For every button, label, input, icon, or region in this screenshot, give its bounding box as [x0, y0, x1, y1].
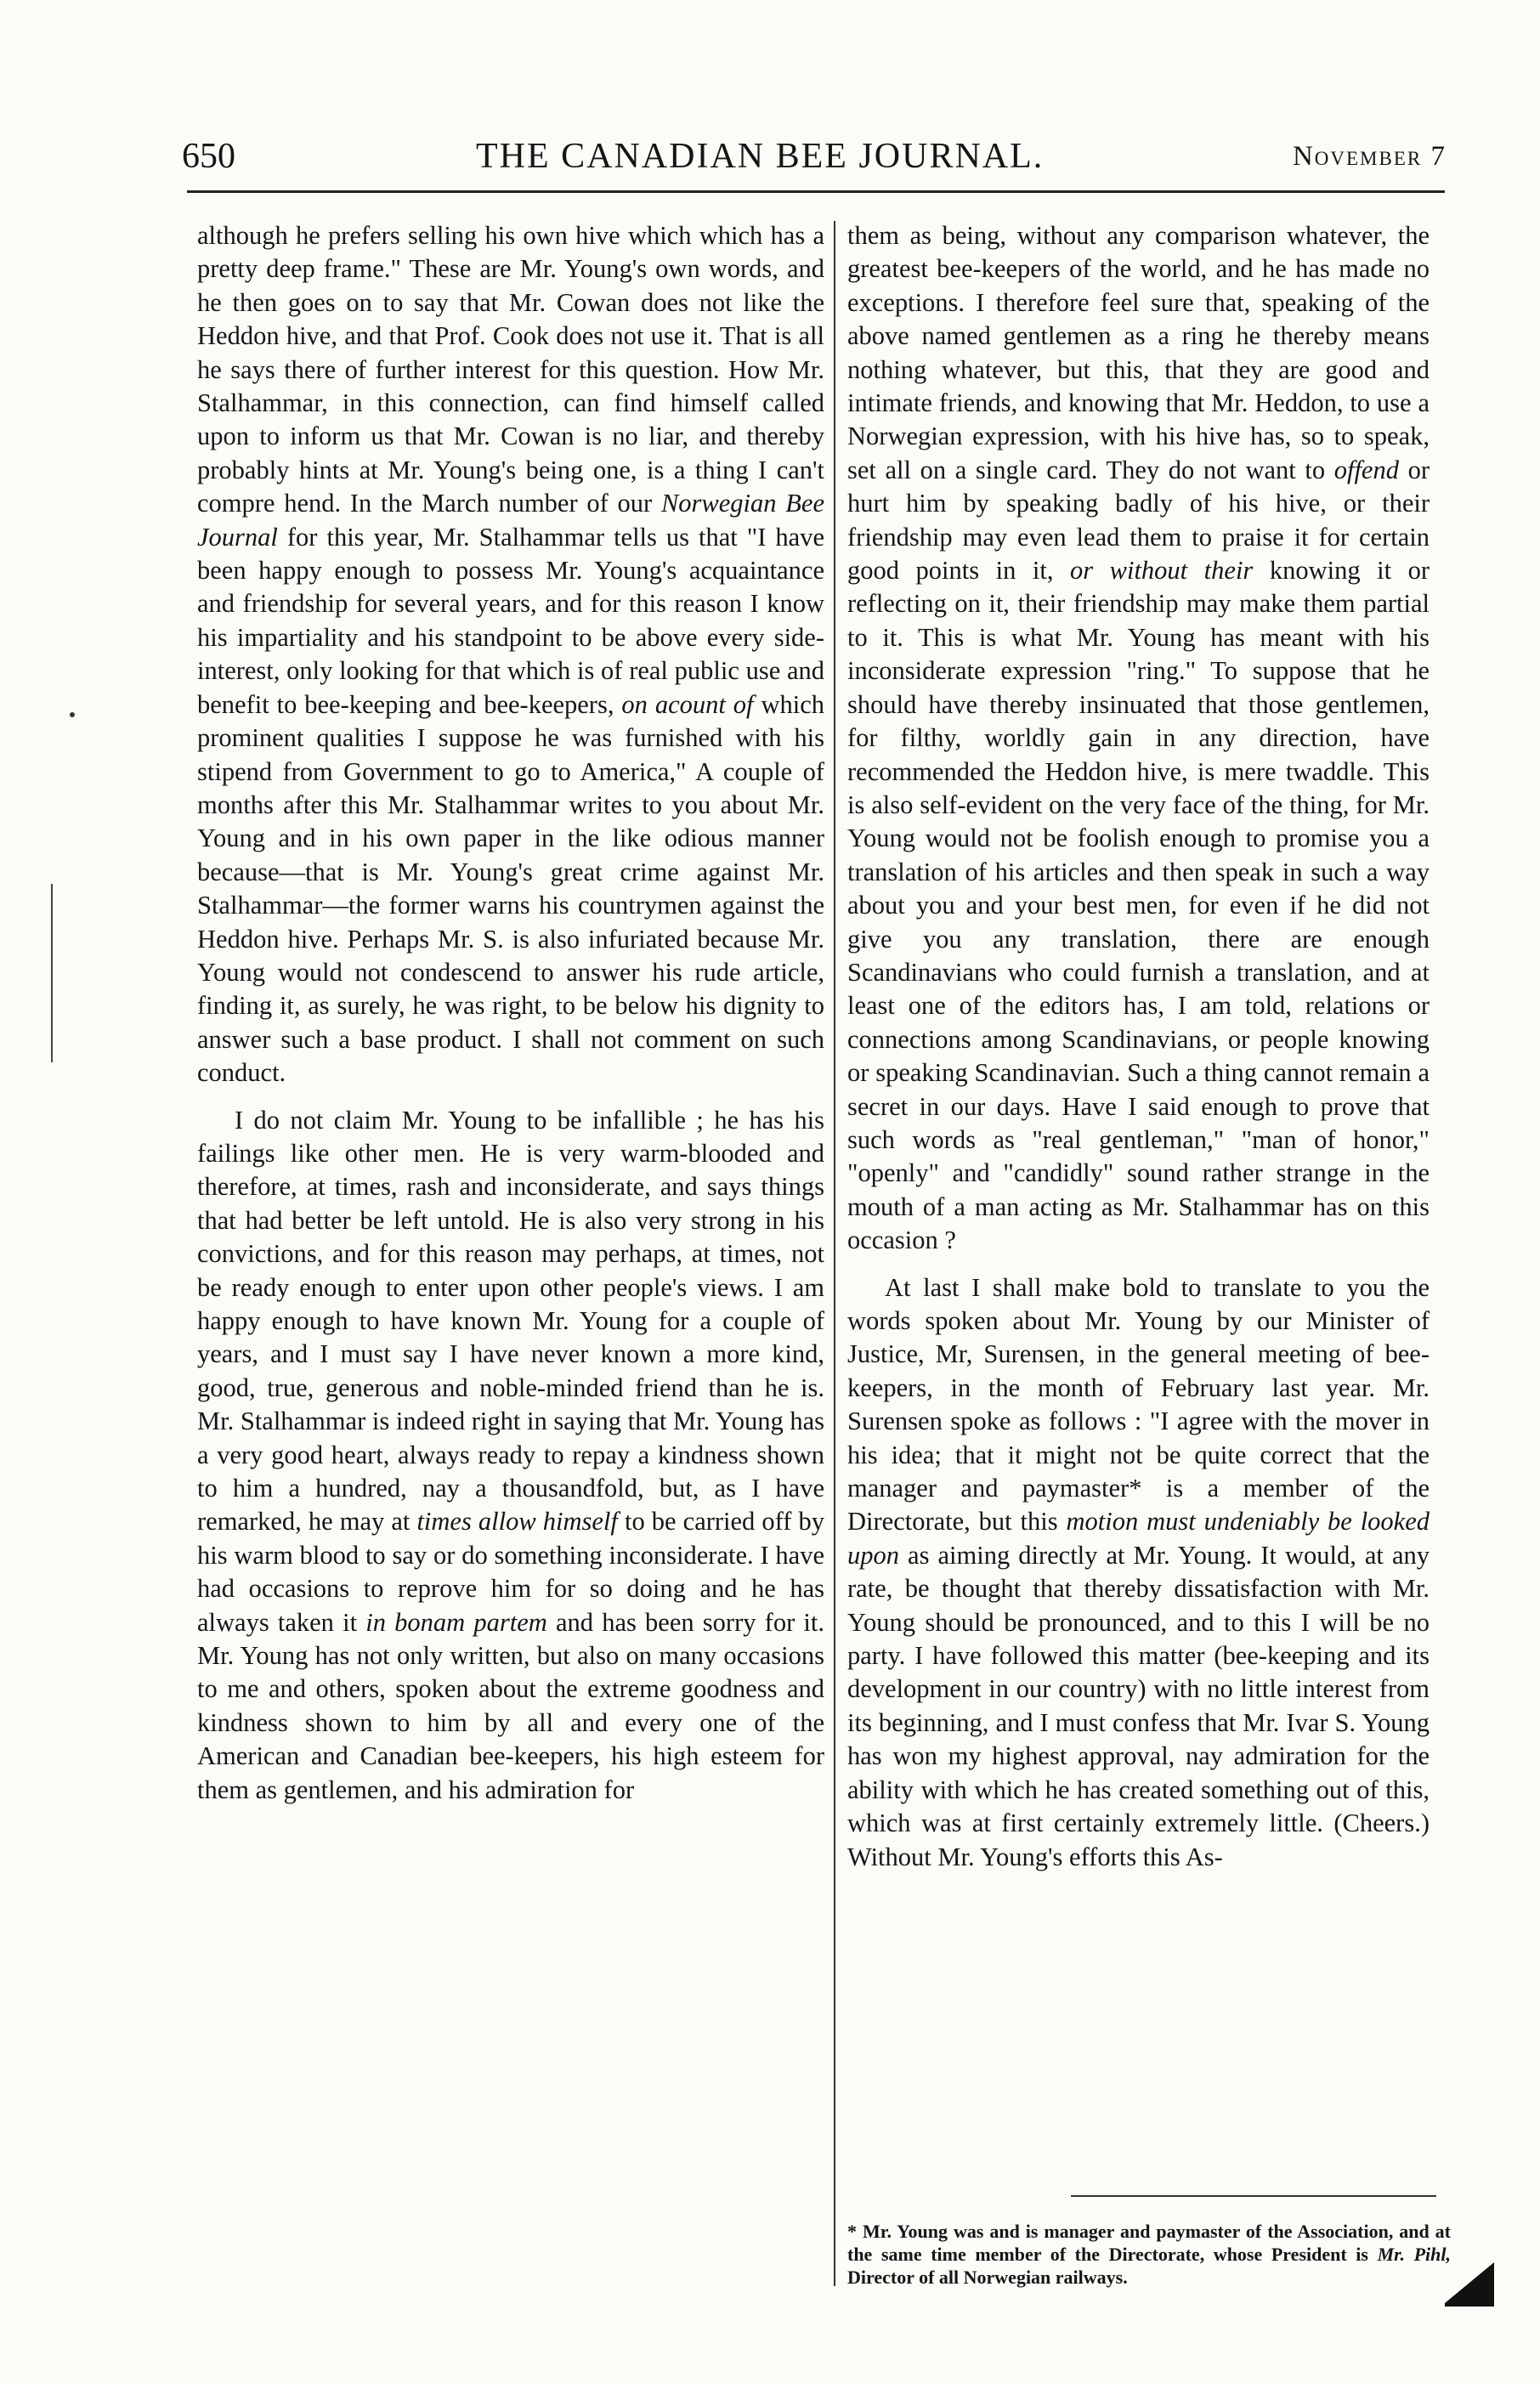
right-p1-text-a: them as being, without any comparison whatever, the greatest bee-keepers of the world, and he has made no exceptions. I therefore feel sure that, speaking of the above named gentlemen as a ring he thereby means nothing whatever, but this, that they are good and intimate friends, and knowing that Mr. Heddon, to use a Norwegian expression, with his hive has, so to speak, set all on a single card. They do not want to	[847, 221, 1430, 484]
right-p1-offend: offend	[1333, 455, 1399, 484]
right-p1-without: or without their	[1069, 556, 1254, 586]
footnote-president: Mr. Pihl,	[1377, 2244, 1451, 2265]
right-p2-text-b: as aiming directly at Mr. Young. It would, at any rate, be thought that thereby dissatisfaction with Mr. Young should be pronounced, and to this I will be no party. I have followed this matter (bee-keeping and its development in our country) with no little interest from its beginning, and I must confess that Mr. Ivar S. Young has won my highest approval, nay admiration for the ability with which he has created something out of this, which was at first certainly extremely little. (Cheers.) Without Mr. Young's efforts this As-	[847, 1540, 1430, 1871]
footnote-rule	[1071, 2195, 1436, 2197]
left-paragraph-2	[197, 1104, 824, 1808]
column-divider	[834, 221, 835, 2286]
corner-mark	[1445, 2262, 1496, 2307]
left-p1-on-account: on acount of	[621, 689, 754, 719]
left-p2-text-c: and has been sorry for it. Mr. Young has not only written, but also on many occasions to me and others, spoken about the extreme goodness and kindness shown to him by all and every one of the American and Canadian bee-keepers, his high esteem for them as gentlemen, and his admiration for	[197, 1607, 824, 1804]
left-p2-latin-phrase: in bonam partem	[365, 1607, 547, 1637]
right-paragraph-2	[847, 1271, 1430, 1874]
right-p2-text-a: At last I shall make bold to translate to you the words spoken about Mr. Young by our Minister of Justice, Mr, Surensen, in the general meeting of bee-keepers, in the month of February last year. Mr. Surensen spoke as follows : "I agree with the mover in his idea; that it might not be quite correct that the manager and paymaster* is a member of the Directorate, but this	[847, 1272, 1430, 1537]
corner-triangle-icon	[1445, 2262, 1494, 2307]
header-rule	[187, 190, 1445, 193]
issue-date: November 7	[1292, 141, 1447, 172]
journal-title: THE CANADIAN BEE JOURNAL.	[476, 137, 1045, 176]
footnote	[847, 2220, 1451, 2289]
left-p2-text-a: I do not claim Mr. Young to be infallible ; he has his failings like other men. He is very warm-blooded and therefore, at times, rash and inconsiderate, and says things that had better be left untold. He is also very strong in his convictions, and for this reason may perhaps, at times, not be ready enough to enter upon other people's views. I am happy enough to have known Mr. Young for a couple of years, and I must say I have never known a more kind, good, true, generous and noble-minded friend than he is. Mr. Stalhammar is indeed right in saying that Mr. Young has a very good heart, always ready to repay a kindness shown to him a hundred, nay a thousandfold, but, as I have remarked, he may at	[197, 1105, 824, 1537]
left-p1-text-c: which prominent qualities I suppose he was furnished with his stipend from Government to go to America," A couple of months after this Mr. Stalhammar writes to you about Mr. Young and in his own paper in the like odious manner because—that is Mr. Young's great crime against Mr. Stalhammar—the former warns his countrymen against the Heddon hive. Perhaps Mr. S. is also infuriated because Mr. Young would not condescend to answer his rude article, finding it, as surely, he was right, to be below his dignity to answer such a base product. I shall not comment on such conduct.	[197, 689, 824, 1088]
left-column	[197, 219, 824, 1807]
left-p1-text-a: although he prefers selling his own hive which which has a pretty deep frame." These are Mr. Young's own words, and he then goes on to say that Mr. Cowan does not like the Heddon hive, and that Prof. Cook does not use it. That is all he says there of further interest for this question. How Mr. Stalhammar, in this connection, can find himself called upon to inform us that Mr. Cowan is no liar, and thereby probably hints at Mr. Young's being one, is a thing I can't compre hend. In the March number of our	[197, 221, 824, 518]
right-p2-motion: motion must undeniably be looked upon	[847, 1507, 1430, 1570]
left-p1-journal-name: Norwegian Bee Journal	[197, 489, 824, 552]
left-p2-times: times allow himself	[416, 1507, 618, 1537]
margin-line	[51, 884, 53, 1062]
left-p2-text-b: to be carried off by his warm blood to say or do something inconsiderate. I have had occasions to reprove him for so doing and he has always taken it	[197, 1507, 824, 1637]
margin-dot	[70, 712, 75, 717]
footnote-text-b: Director of all Norwegian railways.	[847, 2267, 1128, 2288]
page-number: 650	[182, 137, 235, 176]
right-p1-text-b: or hurt him by speaking badly of his hive, or their friendship may even lead them to praise it for certain good points in it,	[847, 455, 1430, 586]
right-paragraph-1	[847, 219, 1430, 1258]
left-p1-text-b: for this year, Mr. Stalhammar tells us that "I have been happy enough to possess Mr. Young's acquaintance and friendship for several years, and for this reason I know his impartiality and his standpoint to be above every side-interest, only looking for that which is of real public use and benefit to bee-keeping and bee-keepers,	[197, 522, 824, 719]
left-paragraph-1	[197, 219, 824, 1090]
right-column	[847, 219, 1430, 1874]
right-p1-text-c: knowing it or reflecting on it, their friendship may make them partial to it. This is what Mr. Young has meant with his inconsiderate expression "ring." To suppose that he should have thereby insinuated that those gentlemen, for filthy, worldly gain in any direction, have recommended the Heddon hive, is mere twaddle. This is also self-evident on the very face of the thing, for Mr. Young would not be foolish enough to promise you a translation of his articles and then speak in such a way about you and your best men, for even if he did not give you any translation, there are enough Scandinavians who could furnish a translation, and at least one of the editors has, I am told, relations or connections among Scandinavians, or people knowing or speaking Scandinavian. Such a thing cannot remain a secret in our days. Have I said enough to prove that such words as "real gentleman," "man of honor," "openly" and "candidly" sound rather strange in the mouth of a man acting as Mr. Stalhammar has on this occasion ?	[847, 556, 1430, 1255]
footnote-text-a: * Mr. Young was and is manager and paymaster of the Association, and at the same time member of the Directorate, whose President is	[847, 2221, 1451, 2265]
